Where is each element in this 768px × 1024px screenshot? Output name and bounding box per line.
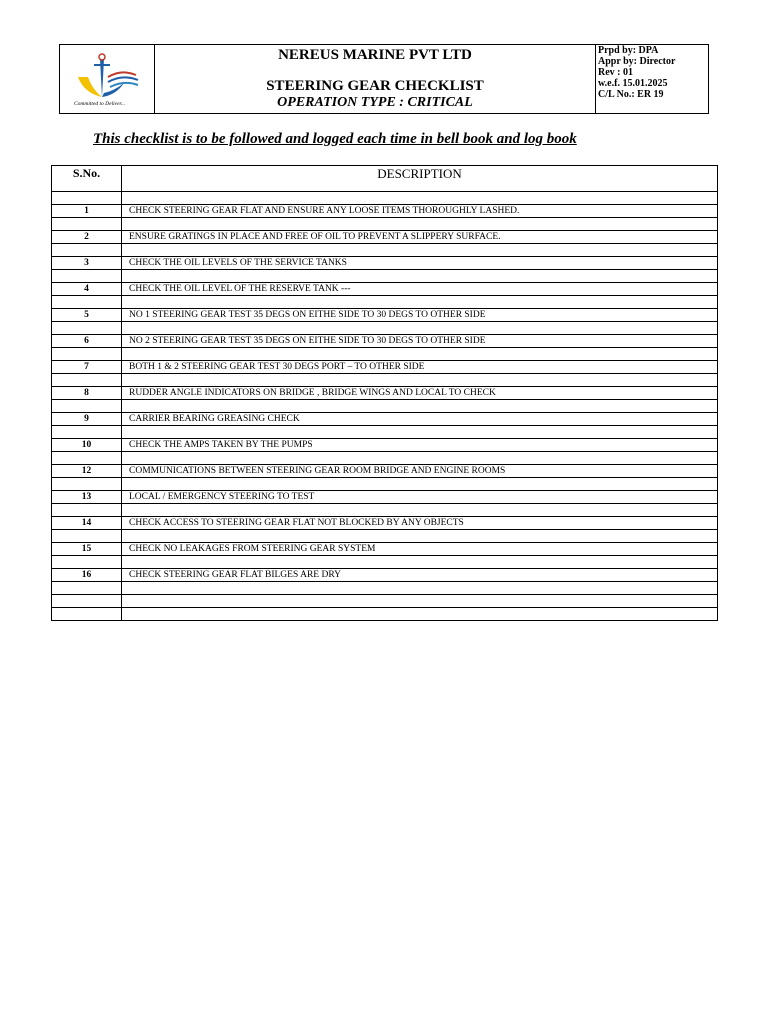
- title-cell: [155, 45, 596, 113]
- document-header: [59, 44, 709, 114]
- item-description: CHECK THE AMPS TAKEN BY THE PUMPS: [122, 439, 718, 452]
- item-number: 3: [52, 257, 122, 270]
- blank-row: [52, 374, 718, 387]
- blank-row: [52, 192, 718, 205]
- item-description: BOTH 1 & 2 STEERING GEAR TEST 30 DEGS PORT – TO OTHER SIDE: [122, 361, 718, 374]
- item-description: NO 2 STEERING GEAR TEST 35 DEGS ON EITHE SIDE TO 30 DEGS TO OTHER SIDE: [122, 335, 718, 348]
- blank-row: [52, 244, 718, 257]
- revision: Rev : 01: [598, 67, 633, 78]
- anchor-logo-icon: [70, 49, 145, 103]
- table-row: [52, 439, 718, 452]
- blank-cell-sno: [52, 218, 122, 231]
- item-description: CHECK ACCESS TO STEERING GEAR FLAT NOT BLOCKED BY ANY OBJECTS: [122, 517, 718, 530]
- checklist-number: C/L No.: ER 19: [598, 89, 664, 100]
- blank-cell-sno: [52, 270, 122, 283]
- blank-row: [52, 348, 718, 361]
- item-description: CHECK STEERING GEAR FLAT AND ENSURE ANY LOOSE ITEMS THOROUGHLY LASHED.: [122, 205, 718, 218]
- blank-cell-sno: [52, 296, 122, 309]
- checklist-body: [52, 192, 718, 621]
- item-description: CHECK NO LEAKAGES FROM STEERING GEAR SYSTEM: [122, 543, 718, 556]
- item-description: LOCAL / EMERGENCY STEERING TO TEST: [122, 491, 718, 504]
- document-title: STEERING GEAR CHECKLIST: [266, 78, 484, 94]
- blank-cell-description: [122, 374, 718, 387]
- item-description: NO 1 STEERING GEAR TEST 35 DEGS ON EITHE SIDE TO 30 DEGS TO OTHER SIDE: [122, 309, 718, 322]
- blank-cell-sno: [52, 452, 122, 465]
- blank-cell-description: [122, 478, 718, 491]
- table-row: [52, 309, 718, 322]
- item-description: ENSURE GRATINGS IN PLACE AND FREE OF OIL TO PREVENT A SLIPPERY SURFACE.: [122, 231, 718, 244]
- blank-cell-sno: [52, 478, 122, 491]
- blank-cell-sno: [52, 400, 122, 413]
- blank-cell-sno: [52, 374, 122, 387]
- blank-cell-description: [122, 296, 718, 309]
- item-number: 6: [52, 335, 122, 348]
- table-row: [52, 465, 718, 478]
- table-row: [52, 387, 718, 400]
- item-number: 15: [52, 543, 122, 556]
- table-row: [52, 361, 718, 374]
- blank-row: [52, 556, 718, 569]
- blank-row: [52, 452, 718, 465]
- blank-cell-description: [122, 192, 718, 205]
- table-row: [52, 569, 718, 582]
- table-row: [52, 517, 718, 530]
- column-header-description: DESCRIPTION: [122, 166, 718, 192]
- blank-row: [52, 270, 718, 283]
- item-number: 8: [52, 387, 122, 400]
- table-row: [52, 543, 718, 556]
- item-number: 2: [52, 231, 122, 244]
- blank-cell-description: [122, 322, 718, 335]
- item-description: RUDDER ANGLE INDICATORS ON BRIDGE , BRIDGE WINGS AND LOCAL TO CHECK: [122, 387, 718, 400]
- table-row: [52, 205, 718, 218]
- blank-row: [52, 608, 718, 621]
- blank-cell-description: [122, 530, 718, 543]
- blank-row: [52, 218, 718, 231]
- blank-row: [52, 400, 718, 413]
- blank-row: [52, 504, 718, 517]
- table-row: [52, 283, 718, 296]
- blank-cell-sno: [52, 348, 122, 361]
- instruction-text: This checklist is to be followed and logged each time in bell book and log book: [93, 131, 577, 147]
- company-name: NEREUS MARINE PVT LTD: [278, 47, 472, 63]
- prepared-by: Prpd by: DPA: [598, 45, 659, 56]
- operation-type: OPERATION TYPE : CRITICAL: [277, 95, 473, 110]
- logo-cell: [60, 45, 155, 113]
- item-number: 14: [52, 517, 122, 530]
- table-row: [52, 491, 718, 504]
- item-number: 13: [52, 491, 122, 504]
- blank-cell-sno: [52, 244, 122, 257]
- blank-row: [52, 322, 718, 335]
- table-row: [52, 257, 718, 270]
- table-row: [52, 335, 718, 348]
- blank-row: [52, 582, 718, 595]
- item-number: 16: [52, 569, 122, 582]
- blank-cell-sno: [52, 322, 122, 335]
- blank-cell-description: [122, 218, 718, 231]
- blank-cell-sno: [52, 582, 122, 595]
- item-number: 5: [52, 309, 122, 322]
- item-description: CHECK STEERING GEAR FLAT BILGES ARE DRY: [122, 569, 718, 582]
- item-number: 1: [52, 205, 122, 218]
- blank-cell-sno: [52, 504, 122, 517]
- item-number: 9: [52, 413, 122, 426]
- blank-cell-description: [122, 426, 718, 439]
- item-description: COMMUNICATIONS BETWEEN STEERING GEAR ROOM BRIDGE AND ENGINE ROOMS: [122, 465, 718, 478]
- blank-row: [52, 530, 718, 543]
- blank-cell-description: [122, 608, 718, 621]
- item-description: CHECK THE OIL LEVEL OF THE RESERVE TANK ---: [122, 283, 718, 296]
- blank-cell-description: [122, 270, 718, 283]
- blank-cell-sno: [52, 530, 122, 543]
- item-number: 12: [52, 465, 122, 478]
- blank-cell-description: [122, 400, 718, 413]
- blank-cell-sno: [52, 556, 122, 569]
- blank-row: [52, 296, 718, 309]
- logo-tagline: Committed to Deliver...: [74, 101, 126, 107]
- blank-cell-description: [122, 348, 718, 361]
- item-number: 7: [52, 361, 122, 374]
- blank-row: [52, 478, 718, 491]
- blank-cell-sno: [52, 595, 122, 608]
- table-header-row: [52, 166, 718, 192]
- blank-cell-sno: [52, 192, 122, 205]
- column-header-sno: S.No.: [52, 166, 122, 192]
- table-row: [52, 413, 718, 426]
- item-number: 4: [52, 283, 122, 296]
- approved-by: Appr by: Director: [598, 56, 676, 67]
- blank-row: [52, 595, 718, 608]
- blank-cell-sno: [52, 608, 122, 621]
- blank-row: [52, 426, 718, 439]
- item-number: 10: [52, 439, 122, 452]
- document-meta: [598, 45, 708, 113]
- blank-cell-description: [122, 504, 718, 517]
- table-row: [52, 231, 718, 244]
- blank-cell-sno: [52, 426, 122, 439]
- item-description: CARRIER BEARING GREASING CHECK: [122, 413, 718, 426]
- effective-date: w.e.f. 15.01.2025: [598, 78, 668, 89]
- item-description: CHECK THE OIL LEVELS OF THE SERVICE TANKS: [122, 257, 718, 270]
- blank-cell-description: [122, 595, 718, 608]
- blank-cell-description: [122, 556, 718, 569]
- blank-cell-description: [122, 452, 718, 465]
- checklist-table: [51, 165, 718, 621]
- blank-cell-description: [122, 582, 718, 595]
- blank-cell-description: [122, 244, 718, 257]
